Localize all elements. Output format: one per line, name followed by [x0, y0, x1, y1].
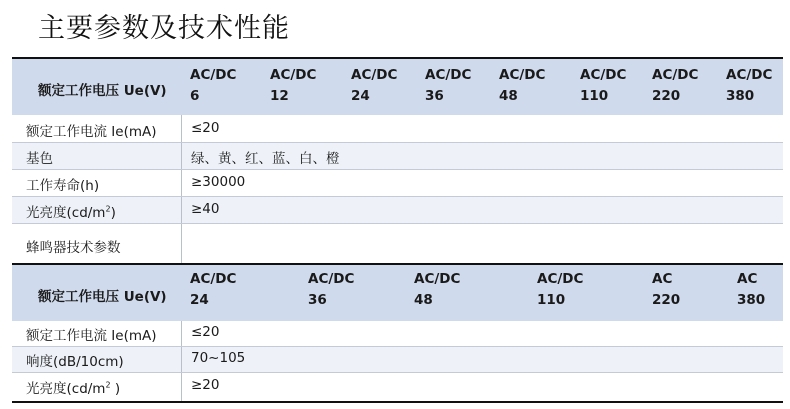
table-row — [12, 169, 783, 196]
row-divider — [12, 372, 783, 373]
page-title: 主要参数及技术性能 — [38, 13, 290, 44]
row-divider — [12, 196, 783, 197]
table1-col-6: AC/DC 110 — [580, 67, 627, 104]
table2-col-3: AC/DC 48 — [414, 271, 461, 308]
table1-col-3: AC/DC 24 — [351, 67, 398, 104]
table-row — [12, 346, 783, 372]
table1-col-2: AC/DC 12 — [270, 67, 317, 104]
table1-col-4: AC/DC 36 — [425, 67, 472, 104]
row-label: 额定工作电流 Ie(mA) — [26, 328, 157, 344]
table1-col-8: AC/DC 380 — [726, 67, 773, 104]
row-label: 工作寿命(h) — [26, 178, 100, 194]
table2-col-6: AC 380 — [737, 271, 766, 308]
table2-col-1: AC/DC 24 — [190, 271, 237, 308]
table-row — [12, 196, 783, 223]
row-label: 响度(dB/10cm) — [26, 354, 124, 370]
table2-bottom-rule — [12, 401, 783, 403]
row-value: 绿、黄、红、蓝、白、橙 — [191, 151, 340, 167]
table1-col-7: AC/DC 220 — [652, 67, 699, 104]
row-value: ≤20 — [191, 120, 220, 136]
table1-header-label: 额定工作电压 Ue(V) — [38, 83, 167, 99]
table-row — [12, 223, 783, 263]
row-value: ≥30000 — [191, 174, 246, 190]
table1-header — [12, 59, 783, 115]
row-divider — [12, 346, 783, 347]
row-value: ≤20 — [191, 324, 220, 340]
table1-col-5: AC/DC 48 — [499, 67, 546, 104]
table2-header — [12, 265, 783, 321]
table2-col-5: AC 220 — [652, 271, 681, 308]
column-divider — [181, 321, 182, 401]
row-label: 额定工作电流 Ie(mA) — [26, 124, 157, 140]
table2-header-label: 额定工作电压 Ue(V) — [38, 289, 167, 305]
table2-col-2: AC/DC 36 — [308, 271, 355, 308]
table-row — [12, 321, 783, 346]
row-label: 蜂鸣器技术参数 — [26, 240, 121, 256]
table-row — [12, 115, 783, 142]
table-row — [12, 372, 783, 401]
row-divider — [12, 223, 783, 224]
table2-col-4: AC/DC 110 — [537, 271, 584, 308]
row-label: 基色 — [26, 151, 53, 167]
row-value: ≥20 — [191, 377, 220, 393]
row-label: 光亮度$(cd/m^2)$ — [26, 204, 116, 221]
table1-col-1: AC/DC 6 — [190, 67, 237, 104]
column-divider — [181, 115, 182, 263]
row-label: 光亮度($cd/m^2$ ) — [26, 380, 121, 397]
table-row — [12, 142, 783, 169]
row-value: ≥40 — [191, 201, 220, 217]
row-divider — [12, 142, 783, 143]
row-value: 70~105 — [191, 350, 246, 366]
row-divider — [12, 169, 783, 170]
